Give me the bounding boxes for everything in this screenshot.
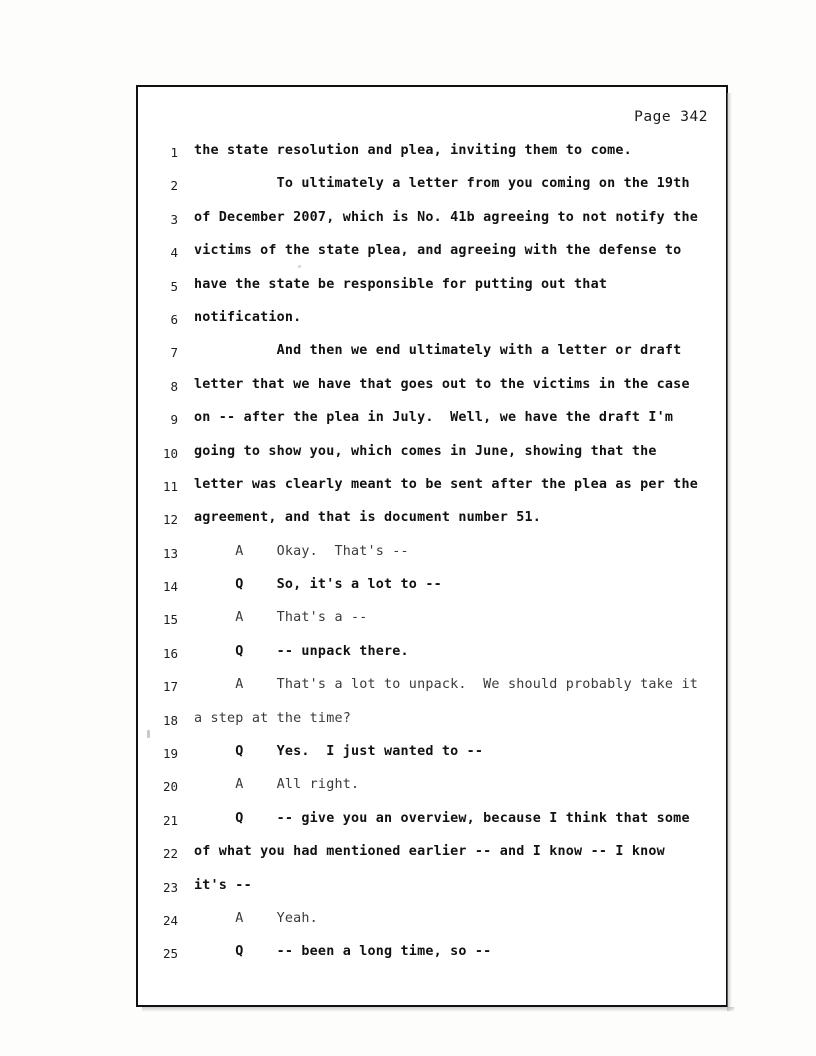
line-text: have the state be responsible for putting out that xyxy=(194,276,608,292)
line-text: A That's a -- xyxy=(194,610,368,626)
line-text: it's -- xyxy=(194,877,252,893)
line-text: And then we end ultimately with a letter or draft xyxy=(194,343,682,359)
transcript-line xyxy=(138,876,726,909)
line-number: 3 xyxy=(170,211,178,227)
transcript-line xyxy=(138,275,726,308)
line-text: notification. xyxy=(194,309,302,325)
line-number: 10 xyxy=(162,445,178,461)
line-number: 17 xyxy=(162,679,178,695)
transcript-line xyxy=(138,909,726,942)
line-number: 4 xyxy=(170,245,178,261)
page-header: Page 342 xyxy=(634,109,708,125)
line-number: 8 xyxy=(170,378,178,394)
line-number: 14 xyxy=(162,579,178,595)
line-number: 22 xyxy=(162,846,178,862)
line-text: Q -- give you an overview, because I think that some xyxy=(194,810,690,826)
transcript-line xyxy=(138,475,726,508)
line-text: Q So, it's a lot to -- xyxy=(194,577,442,593)
line-number: 18 xyxy=(162,712,178,728)
line-number: 7 xyxy=(170,345,178,361)
transcript-line xyxy=(138,642,726,675)
line-text: on -- after the plea in July. Well, we have the draft I'm xyxy=(194,410,674,426)
line-number: 24 xyxy=(162,912,178,928)
line-text: Q Yes. I just wanted to -- xyxy=(194,744,484,760)
line-number: 13 xyxy=(162,545,178,561)
line-number: 19 xyxy=(162,746,178,762)
transcript-line xyxy=(138,842,726,875)
transcript-line xyxy=(138,709,726,742)
transcript-line xyxy=(138,775,726,808)
line-text: of December 2007, which is No. 41b agreeing to not notify the xyxy=(194,209,698,225)
line-text: Q -- been a long time, so -- xyxy=(194,944,492,960)
transcript-line xyxy=(138,341,726,374)
line-text: going to show you, which comes in June, showing that the xyxy=(194,443,657,459)
line-number: 23 xyxy=(162,879,178,895)
line-text: A Okay. That's -- xyxy=(194,543,409,559)
line-text: Q -- unpack there. xyxy=(194,643,409,659)
line-text: the state resolution and plea, inviting them to come. xyxy=(194,143,632,158)
transcript-line xyxy=(138,675,726,708)
line-number: 21 xyxy=(162,812,178,828)
line-text: agreement, and that is document number 51. xyxy=(194,510,541,526)
transcript-line xyxy=(138,508,726,541)
transcript-line xyxy=(138,942,726,975)
transcript-line xyxy=(138,375,726,408)
transcript-line xyxy=(138,241,726,274)
line-number: 6 xyxy=(170,311,178,327)
line-number: 12 xyxy=(162,512,178,528)
line-text: letter was clearly meant to be sent after the plea as per the xyxy=(194,476,698,492)
line-text: letter that we have that goes out to the victims in the case xyxy=(194,376,690,392)
transcript-body xyxy=(138,141,726,976)
transcript-line xyxy=(138,208,726,241)
scan-shadow xyxy=(142,1007,734,1012)
line-number: 20 xyxy=(162,779,178,795)
transcript-frame xyxy=(136,85,728,1007)
transcript-line xyxy=(138,442,726,475)
transcript-line xyxy=(138,742,726,775)
transcript-line xyxy=(138,575,726,608)
line-number: 25 xyxy=(162,946,178,962)
line-number: 1 xyxy=(170,145,178,160)
line-text: of what you had mentioned earlier -- and I know -- I know xyxy=(194,844,665,860)
line-text: A That's a lot to unpack. We should probably take it xyxy=(194,677,698,693)
line-text: a step at the time? xyxy=(194,710,351,726)
line-number: 16 xyxy=(162,645,178,661)
line-number: 9 xyxy=(170,412,178,428)
transcript-line xyxy=(138,408,726,441)
transcript-line xyxy=(138,809,726,842)
line-text: A All right. xyxy=(194,777,360,793)
transcript-line xyxy=(138,174,726,207)
line-number: 15 xyxy=(162,612,178,628)
transcript-line xyxy=(138,141,726,174)
line-text: A Yeah. xyxy=(194,910,318,926)
line-text: To ultimately a letter from you coming on the 19th xyxy=(194,176,690,192)
line-number: 5 xyxy=(170,278,178,294)
line-number: 11 xyxy=(162,478,178,494)
transcript-line xyxy=(138,308,726,341)
transcript-line xyxy=(138,608,726,641)
line-text: victims of the state plea, and agreeing with the defense to xyxy=(194,243,682,259)
transcript-line xyxy=(138,542,726,575)
line-number: 2 xyxy=(170,178,178,194)
